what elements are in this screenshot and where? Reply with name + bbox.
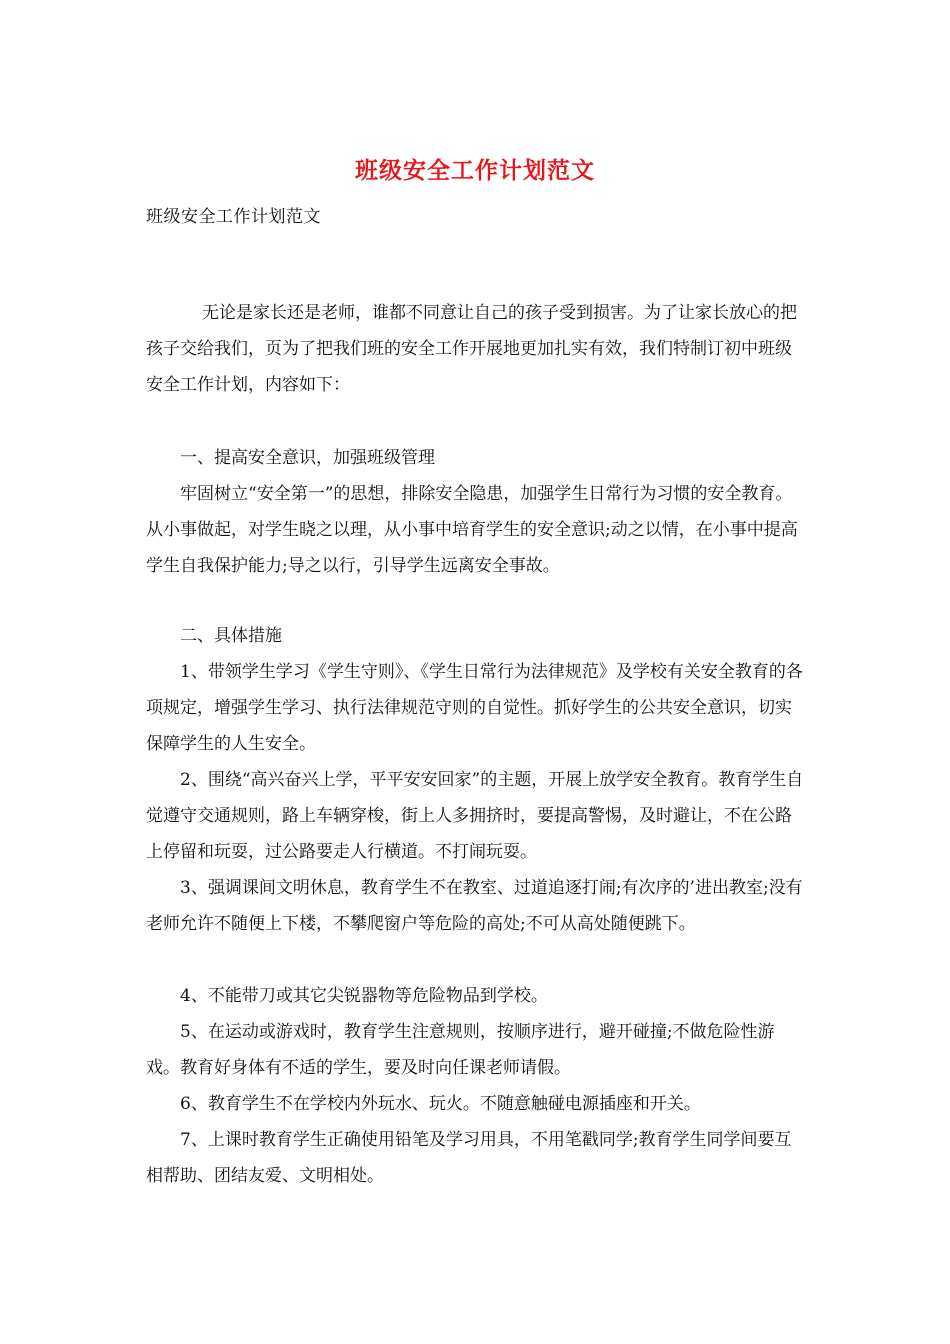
intro-paragraph: 无论是家长还是老师，谁都不同意让自己的孩子受到损害。为了让家长放心的把孩子交给我们，页为了把我们班的安全工作开展地更加扎实有效，我们特制订初中班级安全工作计划，内容如下： [146, 303, 797, 395]
measure-item-7: 7、上课时教育学生正确使用铅笔及学习用具，不用笔戳同学;教育学生同学间要互相帮助、团结友爱、文明相处。 [146, 1130, 792, 1186]
section1-heading: 一、提高安全意识，加强班级管理 [180, 448, 435, 468]
measure-item-6: 6、教育学生不在学校内外玩水、玩火。不随意触碰电源插座和开关。 [180, 1094, 701, 1114]
section2-heading: 二、具体措施 [180, 626, 282, 646]
document-title: 班级安全工作计划范文 [355, 157, 595, 184]
section1-body: 牢固树立“安全第一”的思想，排除安全隐患，加强学生日常行为习惯的安全教育。从小事做起，对学生晓之以理，从小事中培育学生的安全意识;动之以情，在小事中提高学生自我保护能力;导之以行，引导学生远离安全事故。 [146, 484, 798, 576]
measure-item-2: 2、围绕“高兴奋兴上学，平平安安回家”的主题，开展上放学安全教育。教育学生自觉遵守交通规则，路上车辆穿梭，街上人多拥挤时，要提高警惕，及时避让，不在公路上停留和玩耍，过公路要走人行横道。不打闹玩耍。 [146, 770, 804, 862]
document-subtitle: 班级安全工作计划范文 [146, 207, 321, 227]
measure-item-1: 1、带领学生学习《学生守则》、《学生日常行为法律规范》及学校有关安全教育的各项规定，增强学生学习、执行法律规范守则的自觉性。抓好学生的公共安全意识，切实保障学生的人生安全。 [146, 662, 803, 754]
measure-item-3: 3、强调课间文明休息，教育学生不在教室、过道追逐打闹;有次序的’进出教室;没有老师允许不随便上下楼，不攀爬窗户等危险的高处;不可从高处随便跳下。 [146, 878, 803, 934]
measure-item-5: 5、在运动或游戏时，教育学生注意规则，按顺序进行，避开碰撞;不做危险性游戏。教育好身体有不适的学生，要及时向任课老师请假。 [146, 1022, 775, 1078]
measure-item-4: 4、不能带刀或其它尖锐器物等危险物品到学校。 [180, 986, 548, 1006]
